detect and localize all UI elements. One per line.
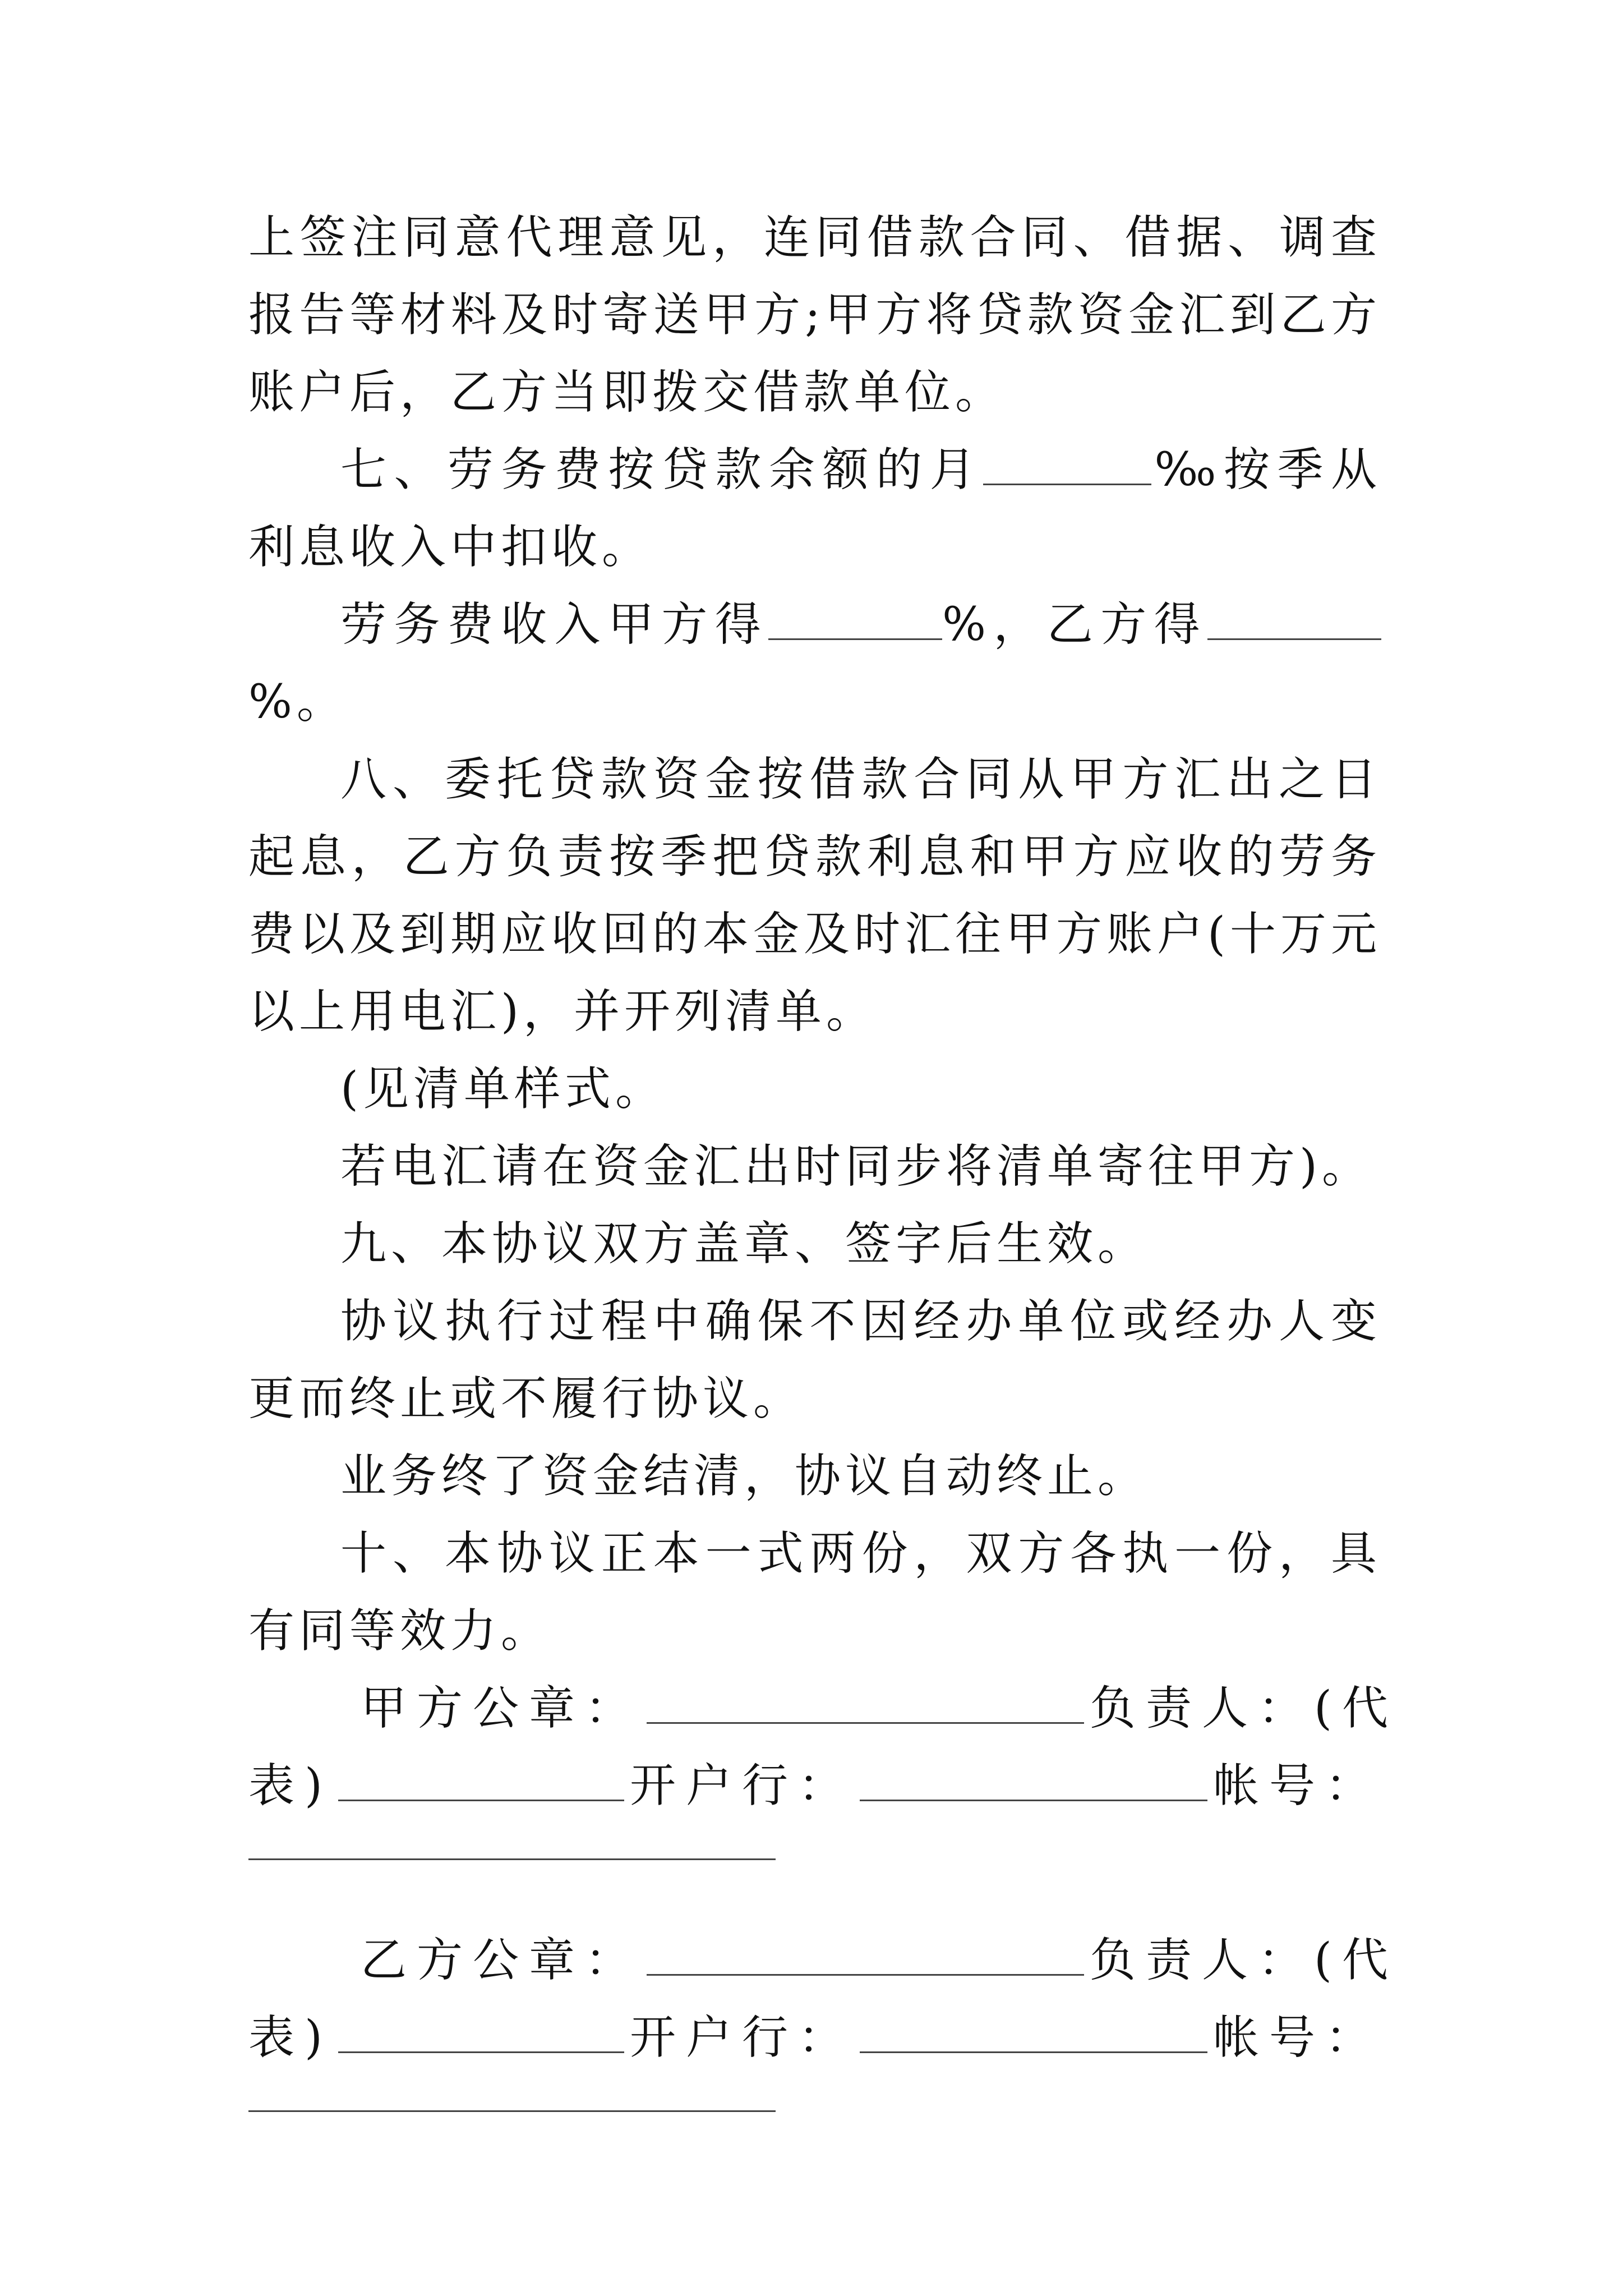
party-b-seal-blank[interactable] xyxy=(647,1930,1084,1976)
paragraph-copies: 十、本协议正本一式两份，双方各执一份，具有同等效力。 xyxy=(248,1527,1381,1658)
paragraph-termination: 业务终了资金结清，协议自动终止。 xyxy=(340,1450,1149,1503)
party-b-account-label: 帐号： xyxy=(1212,2011,1381,2064)
party-a-bank-blank[interactable] xyxy=(860,1756,1207,1801)
party-a-rep-label-cont: 表) xyxy=(248,1759,333,1812)
party-b-rep-blank[interactable] xyxy=(338,2008,624,2053)
document-body xyxy=(248,199,1399,2174)
party-b-rep-label: 负责人：(代 xyxy=(1090,1934,1399,1987)
paragraph-wire-transfer: 若电汇请在资金汇出时同步将清单寄往甲方)。 xyxy=(340,1140,1372,1193)
party-a-account-blank[interactable] xyxy=(248,1825,776,1860)
party-b-bank-label: 开户行： xyxy=(630,2011,855,2064)
service-fee-text-a: 七、劳务费按贷款余额的月 xyxy=(340,443,983,496)
fee-share-text-c: %。 xyxy=(248,675,347,729)
party-a-rep-blank[interactable] xyxy=(338,1756,624,1801)
fee-share-text-b: %，乙方得 xyxy=(942,598,1207,651)
fee-rate-blank[interactable] xyxy=(983,440,1151,485)
party-b-signature-block xyxy=(248,1922,1399,2112)
paragraph-effective: 九、本协议双方盖章、签字后生效。 xyxy=(340,1217,1149,1271)
paragraph-service-fee xyxy=(248,431,1381,586)
party-b-rep-label-cont: 表) xyxy=(248,2011,333,2064)
paragraph-interest: 八、委托贷款资金按借款合同从甲方汇出之日起息，乙方负责按季把贷款利息和甲方应收的劳务费以及到期应收回的本金及时汇往甲方账户(十万元以上用电汇)，并开列清单。 xyxy=(248,753,1381,1038)
party-a-rep-label: 负责人：(代 xyxy=(1090,1682,1399,1735)
party-a-signature-block xyxy=(248,1670,1399,1860)
paragraph-materials: 上签注同意代理意见，连同借款合同、借据、调查报告等材料及时寄送甲方;甲方将贷款资金汇到乙方账户后，乙方当即拨交借款单位。 xyxy=(248,211,1381,419)
party-a-account-label: 帐号： xyxy=(1212,1759,1381,1812)
paragraph-execution: 协议执行过程中确保不因经办单位或经办人变更而终止或不履行协议。 xyxy=(248,1295,1381,1425)
party-b-share-blank[interactable] xyxy=(1207,595,1381,640)
service-fee-text-b: ‰按季从利息收入中扣收。 xyxy=(248,443,1381,574)
party-b-account-blank[interactable] xyxy=(248,2077,776,2112)
party-a-seal-blank[interactable] xyxy=(647,1678,1084,1724)
party-b-bank-blank[interactable] xyxy=(860,2008,1207,2053)
fee-share-text-a: 劳务费收入甲方得 xyxy=(340,598,769,651)
paragraph-list-sample: (见清单样式。 xyxy=(340,1062,666,1116)
party-a-seal-label: 甲方公章： xyxy=(361,1682,642,1735)
party-a-share-blank[interactable] xyxy=(768,595,942,640)
paragraph-fee-share xyxy=(248,586,1381,741)
party-a-bank-label: 开户行： xyxy=(630,1759,855,1812)
party-b-seal-label: 乙方公章： xyxy=(361,1934,642,1987)
